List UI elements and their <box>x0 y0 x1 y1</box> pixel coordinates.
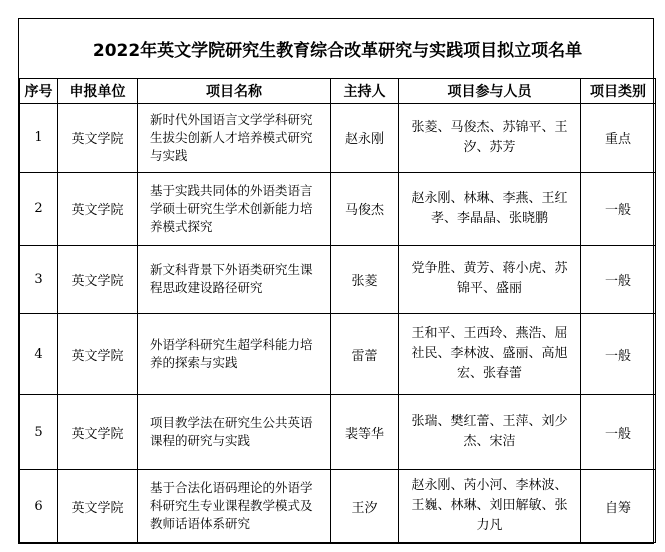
header-host: 主持人 <box>331 78 399 103</box>
row-host: 赵永刚 <box>331 103 399 172</box>
row-seq: 5 <box>20 395 58 470</box>
header-project-name: 项目名称 <box>138 78 331 103</box>
row-members: 党争胜、黄芳、蒋小虎、苏锦平、盛丽 <box>399 245 581 314</box>
table-row <box>20 314 656 395</box>
row-unit: 英文学院 <box>58 470 138 543</box>
row-project-name: 新文科背景下外语类研究生课程思政建设路径研究 <box>138 245 331 314</box>
row-host: 马俊杰 <box>331 172 399 245</box>
row-category: 自筹 <box>581 470 656 543</box>
row-members: 赵永刚、林琳、李燕、王红孝、李晶晶、张晓鹏 <box>399 172 581 245</box>
row-project-name: 项目教学法在研究生公共英语课程的研究与实践 <box>138 395 331 470</box>
row-project-name: 基于合法化语码理论的外语学科研究生专业课程教学模式及教师话语体系研究 <box>138 470 331 543</box>
header-category: 项目类别 <box>581 78 656 103</box>
header-seq: 序号 <box>20 78 58 103</box>
row-members: 张瑞、樊红蕾、王萍、刘少杰、宋洁 <box>399 395 581 470</box>
row-category: 一般 <box>581 395 656 470</box>
table-row <box>20 395 656 470</box>
row-host: 张菱 <box>331 245 399 314</box>
table-row <box>20 470 656 543</box>
header-unit: 申报单位 <box>58 78 138 103</box>
header-members: 项目参与人员 <box>399 78 581 103</box>
row-unit: 英文学院 <box>58 314 138 395</box>
row-project-name: 新时代外国语言文学学科研究生拔尖创新人才培养模式研究与实践 <box>138 103 331 172</box>
project-list-sheet <box>18 18 654 544</box>
row-members: 张菱、马俊杰、苏锦平、王汐、苏芳 <box>399 103 581 172</box>
table-title: 2022年英文学院研究生教育综合改革研究与实践项目拟立项名单 <box>20 19 656 78</box>
row-category: 一般 <box>581 172 656 245</box>
row-category: 一般 <box>581 245 656 314</box>
header-row <box>20 78 656 103</box>
project-table <box>19 19 656 543</box>
row-unit: 英文学院 <box>58 395 138 470</box>
row-seq: 2 <box>20 172 58 245</box>
row-seq: 6 <box>20 470 58 543</box>
row-category: 重点 <box>581 103 656 172</box>
row-project-name: 基于实践共同体的外语类语言学硕士研究生学术创新能力培养模式探究 <box>138 172 331 245</box>
row-project-name: 外语学科研究生超学科能力培养的探索与实践 <box>138 314 331 395</box>
row-host: 裴等华 <box>331 395 399 470</box>
row-seq: 1 <box>20 103 58 172</box>
table-row <box>20 172 656 245</box>
row-host: 雷蕾 <box>331 314 399 395</box>
table-row <box>20 103 656 172</box>
row-members: 王和平、王西玲、燕浩、屈社民、李林波、盛丽、高旭宏、张春蕾 <box>399 314 581 395</box>
row-unit: 英文学院 <box>58 103 138 172</box>
row-unit: 英文学院 <box>58 245 138 314</box>
row-host: 王汐 <box>331 470 399 543</box>
row-members: 赵永刚、芮小河、李林波、王巍、林琳、刘田解敏、张力凡 <box>399 470 581 543</box>
row-unit: 英文学院 <box>58 172 138 245</box>
table-row <box>20 245 656 314</box>
row-category: 一般 <box>581 314 656 395</box>
row-seq: 3 <box>20 245 58 314</box>
row-seq: 4 <box>20 314 58 395</box>
